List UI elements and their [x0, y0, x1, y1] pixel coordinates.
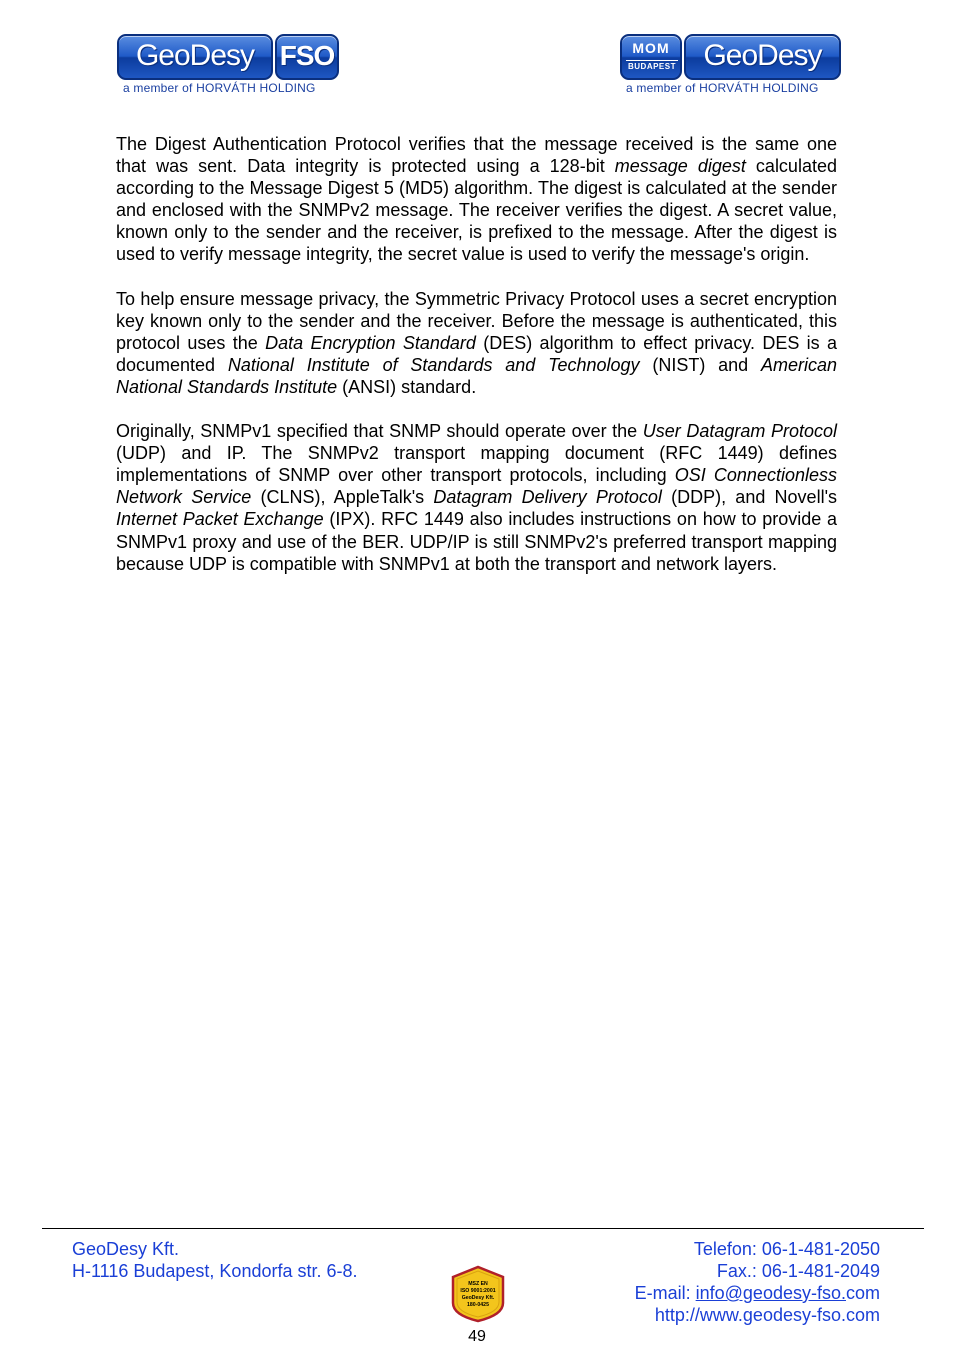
paragraph-text: (CLNS), AppleTalk's [251, 487, 434, 508]
company-address: H-1116 Budapest, Kondorfa str. 6-8. [72, 1261, 358, 1281]
page-number: 49 [468, 1328, 486, 1345]
cert-line: MSZ EN [468, 1281, 488, 1287]
logo-badges [620, 34, 841, 80]
italic-term: National Institute of Standards and Technology [227, 354, 640, 375]
paragraph-text: (IPX). RFC 1449 also includes instructions on how to provide a SNMPv1 proxy and use of the BER. UDP/IP is still SNMPv2's preferred transport mapping because UDP is compatible with SNMPv1 at both the transport and network layers. [116, 509, 837, 574]
footer-divider [42, 1228, 924, 1229]
paragraph-text: (ANSI) standard. [337, 376, 477, 397]
paragraph-text: The Digest Authentication Protocol verifies that the message received is the same one that was sent. Data integrity is protected using a 128-bit [116, 134, 837, 177]
logo-tagline: a member of HORVÁTH HOLDING [123, 81, 316, 95]
italic-term: Data Encryption Standard [265, 332, 476, 353]
website-link[interactable]: http://www.geodesy-fso.com [654, 1305, 880, 1325]
logo-brand-badge [684, 34, 841, 80]
fax-number: Fax.: 06-1-481-2049 [716, 1261, 880, 1281]
italic-term: American National Standards Institute [116, 354, 837, 397]
italic-term: OSI Connectionless Network Service [116, 465, 837, 508]
logo-mom-text: MOM [632, 40, 670, 56]
body-paragraph [116, 288, 837, 398]
paragraph-text: To help ensure message privacy, the Symmetric Privacy Protocol uses a secret encryption key known only to the sender and the receiver. Before the message is authenticated, this protocol uses the [116, 288, 837, 353]
email-label: E-mail: [634, 1283, 696, 1303]
cert-line: GeoDesy Kft. [461, 1295, 495, 1301]
italic-term: User Datagram Protocol [642, 421, 837, 442]
email-link[interactable]: info@geodesy-fso. [695, 1283, 846, 1303]
logo-budapest-text: BUDAPEST [627, 62, 676, 71]
body-paragraph [116, 133, 837, 266]
logo-tagline: a member of HORVÁTH HOLDING [626, 81, 819, 95]
mom-geodesy-logo [620, 34, 843, 96]
footer-company-info [72, 1238, 358, 1282]
paragraph-text: (DDP), and Novell's [661, 487, 838, 508]
email-tail: com [845, 1283, 880, 1303]
logo-brand-text: GeoDesy [703, 39, 822, 72]
paragraph-text: (UDP) and IP. The SNMPv2 transport mapping document (RFC 1449) defines implementations of SNMP over other transport protocols, including [116, 443, 837, 486]
logo-fso-text: FSO [279, 40, 335, 71]
logo-fso-badge [275, 34, 339, 80]
paragraph-text: (DES) algorithm to effect privacy. DES is a documented [116, 332, 838, 375]
italic-term: Internet Packet Exchange [116, 509, 324, 530]
footer-contact-info [635, 1238, 880, 1326]
logo-brand-text: GeoDesy [135, 39, 255, 72]
logo-badges [117, 34, 339, 80]
company-name: GeoDesy Kft. [72, 1239, 180, 1259]
paragraph-text: (NIST) and [639, 354, 761, 375]
italic-term: Datagram Delivery Protocol [433, 487, 662, 508]
paragraph-text: calculated according to the Message Digest 5 (MD5) algorithm. The digest is calculated at the sender and enclosed with the SNMPv2 message. The receiver verifies the digest. A secret value, known only to the sender and the receiver, is prefixed to the message. After the digest is used to verify message integrity, the secret value is used to verify the message's origin. [116, 156, 837, 265]
paragraph-text: Originally, SNMPv1 specified that SNMP should operate over the [116, 421, 643, 442]
iso-certification-icon [447, 1263, 509, 1323]
body-paragraph [116, 420, 837, 575]
geodesy-fso-logo [117, 34, 341, 96]
document-body [116, 133, 837, 597]
italic-term: message digest [614, 156, 746, 177]
cert-line: ISO 9001:2001 [460, 1288, 496, 1294]
logo-mom-badge [620, 34, 682, 80]
cert-line: 180-0425 [467, 1302, 489, 1308]
email-line [635, 1282, 880, 1304]
logo-brand-badge [117, 34, 273, 80]
phone-number: Telefon: 06-1-481-2050 [693, 1239, 880, 1259]
